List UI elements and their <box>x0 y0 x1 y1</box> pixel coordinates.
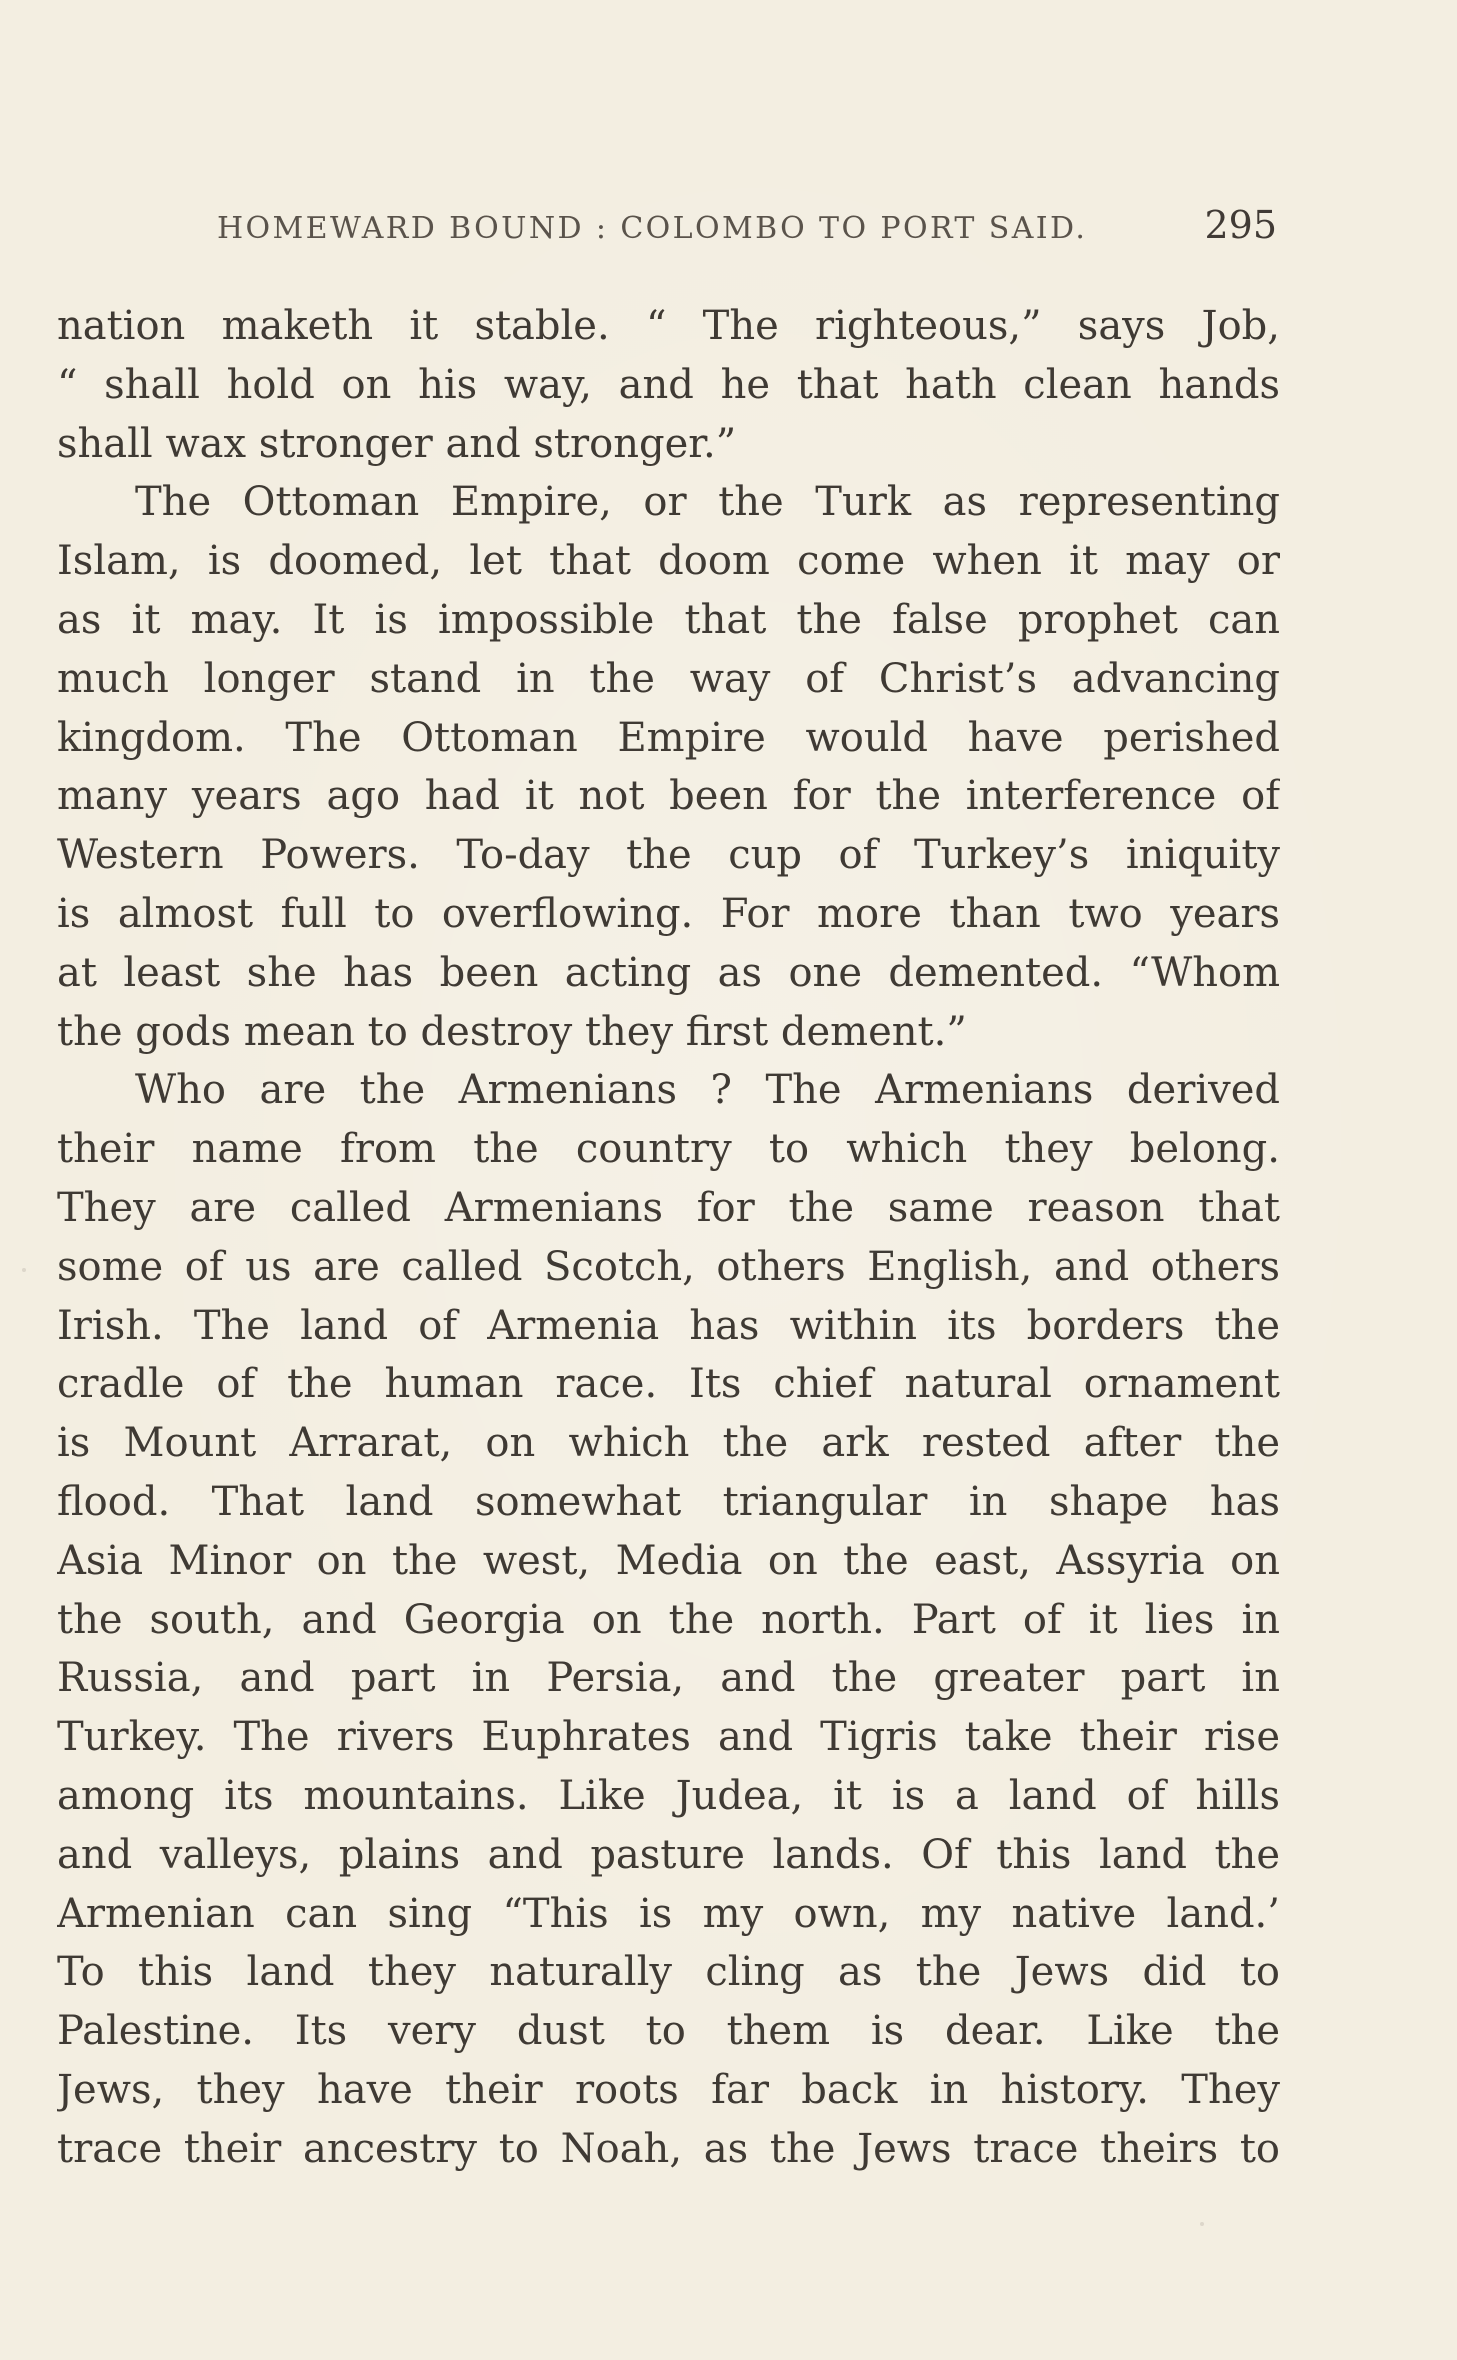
body-text <box>57 297 1280 2197</box>
text-line: Turkey. The rivers Euphrates and Tigris take their rise <box>57 1714 1280 1761</box>
text-line: Palestine. Its very dust to them is dear. Like the <box>57 2008 1280 2055</box>
text-line: many years ago had it not been for the interference of <box>57 773 1280 820</box>
text-line: among its mountains. Like Judea, it is a land of hills <box>57 1772 1280 1819</box>
text-line: at least she has been acting as one demented. “Whom <box>57 949 1280 996</box>
text-line: Jews, they have their roots far back in history. They <box>57 2066 1280 2113</box>
text-line: the south, and Georgia on the north. Part of it lies in <box>57 1596 1280 1643</box>
text-line: kingdom. The Ottoman Empire would have perished <box>57 714 1280 761</box>
text-line: The Ottoman Empire, or the Turk as representing <box>135 479 1280 526</box>
text-line: Russia, and part in Persia, and the greater part in <box>57 1655 1280 1702</box>
text-line: “ shall hold on his way, and he that hath clean hands <box>57 361 1280 408</box>
text-line: Irish. The land of Armenia has within its borders the <box>57 1302 1280 1349</box>
text-line: Islam, is doomed, let that doom come when it may or <box>57 538 1280 585</box>
text-line: Armenian can sing “This is my own, my native land.’ <box>57 1890 1280 1937</box>
scan-speck <box>22 1268 26 1272</box>
text-line: trace their ancestry to Noah, as the Jews trace theirs to <box>57 2125 1280 2172</box>
page-header <box>217 203 1277 257</box>
text-line: cradle of the human race. Its chief natural ornament <box>57 1361 1280 1408</box>
text-line: shall wax stronger and stronger.” <box>57 420 737 467</box>
text-line: and valleys, plains and pasture lands. Of this land the <box>57 1831 1280 1878</box>
text-line: is almost full to overflowing. For more than two years <box>57 890 1280 937</box>
scan-speck <box>1200 2222 1204 2226</box>
text-line: much longer stand in the way of Christ’s advancing <box>57 655 1280 702</box>
running-head: HOMEWARD BOUND : COLOMBO TO PORT SAID. <box>217 211 1088 246</box>
text-line: nation maketh it stable. “ The righteous,” says Job, <box>57 303 1280 349</box>
page-number: 295 <box>1204 203 1277 247</box>
text-line: flood. That land somewhat triangular in shape has <box>57 1478 1280 1525</box>
text-line: is Mount Arrarat, on which the ark rested after the <box>57 1420 1280 1467</box>
text-line: To this land they naturally cling as the Jews did to <box>57 1949 1280 1996</box>
text-line: some of us are called Scotch, others English, and others <box>57 1243 1280 1290</box>
text-line: their name from the country to which they belong. <box>57 1126 1280 1173</box>
text-line: as it may. It is impossible that the false prophet can <box>57 596 1280 643</box>
text-line: the gods mean to destroy they first dement.” <box>57 1008 967 1055</box>
text-line: Asia Minor on the west, Media on the east, Assyria on <box>57 1537 1280 1584</box>
text-line: Who are the Armenians ? The Armenians derived <box>135 1067 1280 1114</box>
text-line: Western Powers. To-day the cup of Turkey’s iniquity <box>57 832 1280 879</box>
text-line: They are called Armenians for the same reason that <box>57 1184 1280 1231</box>
